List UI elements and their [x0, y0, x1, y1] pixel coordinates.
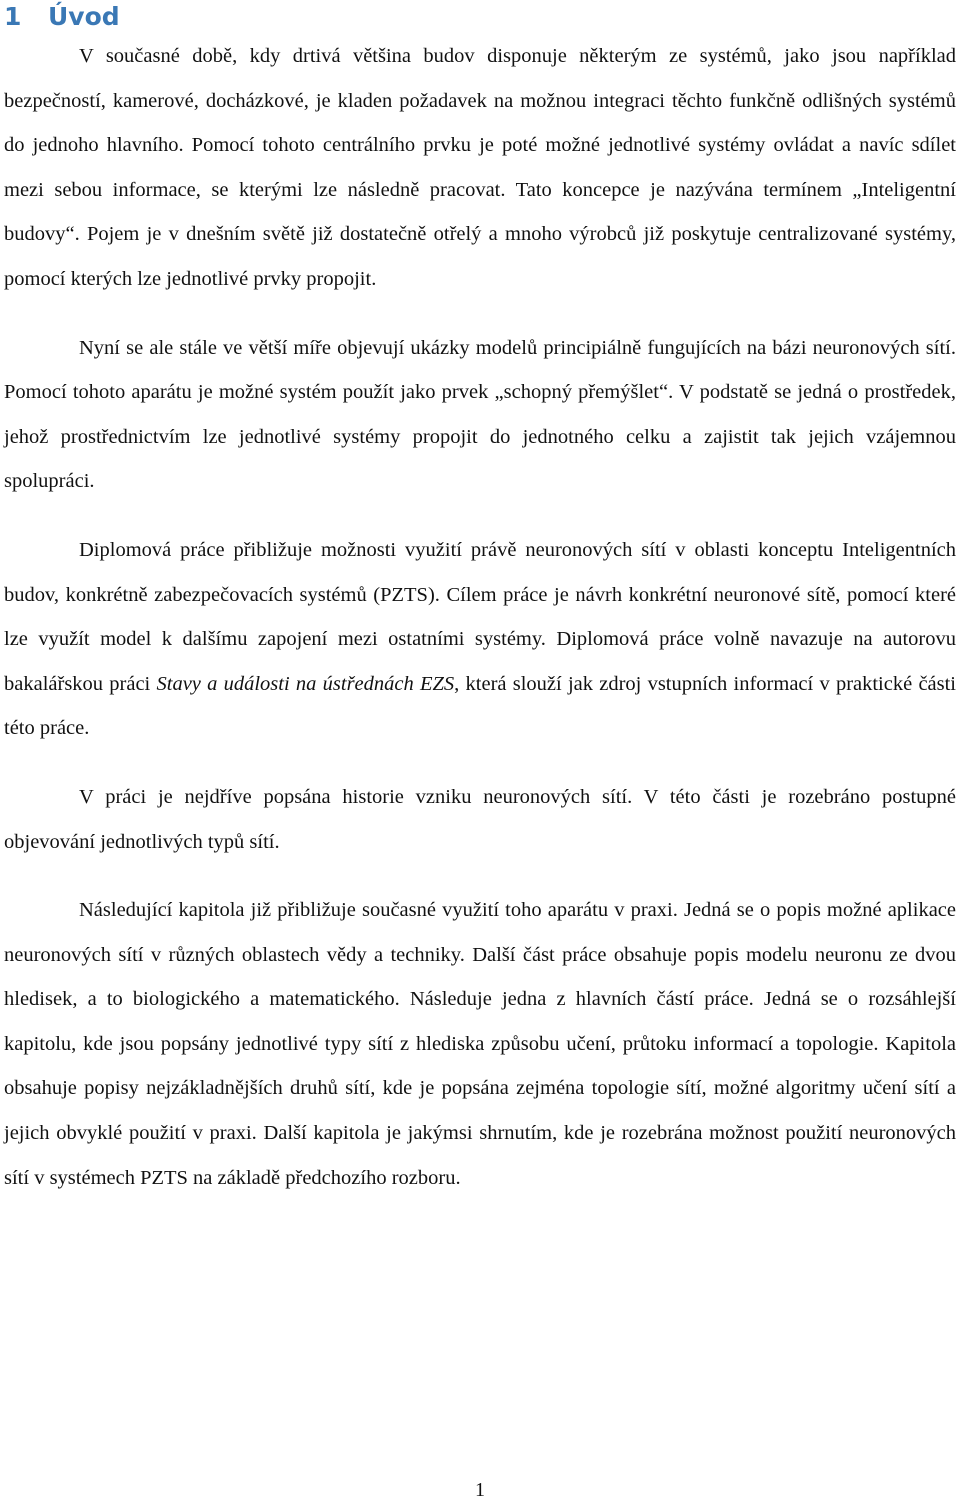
paragraph-3 [4, 528, 956, 751]
paragraph-5: Následující kapitola již přibližuje současné využití toho aparátu v praxi. Jedná se o popis možné aplikace neuronových sítí v různých oblastech vědy a techniky. Další část práce obsahuje popis modelu neuronu ze dvou hledisek, a to biologického a matematického. Následuje jedna z hlavních částí práce. Jedná se o rozsáhlejší kapitolu, kde jsou popsány jednotlivé typy sítí z hlediska způsobu učení, průtoku informací a topologie. Kapitola obsahuje popisy nejzákladnějších druhů sítí, kde je popsána zejména topologie sítí, možné algoritmy učení sítí a jejich obvyklé použití v praxi. Další kapitola je jakýmsi shrnutím, kde je rozebrána možnost použití neuronových sítí v systémech PZTS na základě předchozího rozboru. [4, 899, 956, 1189]
paragraph-4: V práci je nejdříve popsána historie vzniku neuronových sítí. V této části je rozebráno postupné objevování jednotlivých typů sítí. [4, 785, 956, 853]
page-number: 1 [475, 1479, 485, 1501]
chapter-number: 1 [4, 2, 22, 31]
paragraph-1: V současné době, kdy drtivá většina budov disponuje některým ze systémů, jako jsou například bezpečností, kamerové, docházkové, je kladen požadavek na možnou integraci těchto funkčně odlišných systémů do jednoho hlavního. Pomocí tohoto centrálního prvku je poté možné jednotlivé systémy ovládat a navíc sdílet mezi sebou informace, se kterými lze následně pracovat. Tato koncepce je nazývána termínem „Inteligentní budovy“. Pojem je v dnešním světě již dostatečně otřelý a mnoho výrobců již poskytuje centralizované systémy, pomocí kterých lze jednotlivé prvky propojit. [4, 45, 956, 290]
paragraph-3-text-after: , která slouží jak zdroj vstupních informací v praktické části této práce. [4, 672, 957, 740]
paragraph-2: Nyní se ale stále ve větší míře objevují ukázky modelů principiálně fungujících na bázi neuronových sítí. Pomocí tohoto aparátu je možné systém použít jako prvek „schopný přemýšlet“. V podstatě se jedná o prostředek, jehož prostřednictvím lze jednotlivé systémy propojit do jednotného celku a zajistit tak jejich vzájemnou spolupráci. [4, 336, 956, 493]
chapter-title: Úvod [48, 2, 120, 31]
chapter-heading [4, 0, 956, 34]
paragraph-3-text-before: Diplomová práce přibližuje možnosti využití právě neuronových sítí v oblasti konceptu Inteligentních budov, konkrétně zabezpečovacích systémů (PZTS). Cílem práce je návrh konkrétní neuronové sítě, pomocí které lze využít model k dalšímu zapojení mezi ostatními systémy. Diplomová práce volně navazuje na autorovu bakalářskou práci [4, 538, 956, 695]
body-text [4, 34, 956, 1200]
thesis-title-italic: Stavy a události na ústřednách EZS [156, 672, 455, 695]
